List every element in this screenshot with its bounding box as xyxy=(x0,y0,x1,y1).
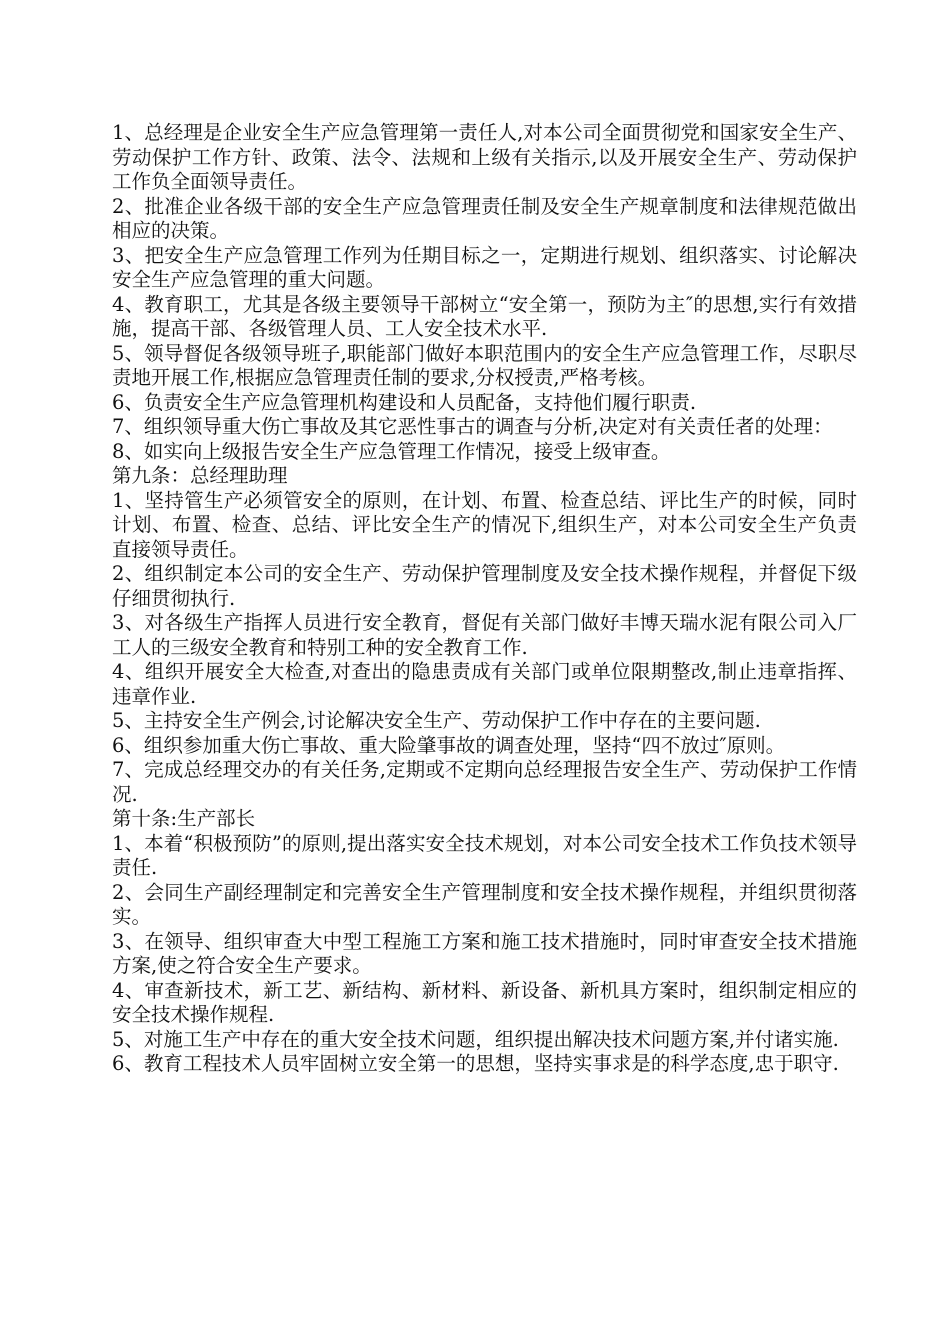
duty-item: 6、教育工程技术人员牢固树立安全第一的思想，坚持实事求是的科学态度,忠于职守. xyxy=(112,1052,839,1075)
duty-item: 1、本着“积极预防”的原则,提出落实安全技术规划，对本公司安全技术工作负技术领导责任. xyxy=(112,831,857,879)
duty-item: 8、如实向上级报告安全生产应急管理工作情况，接受上级审查。 xyxy=(112,439,671,463)
duty-item: 5、领导督促各级领导班子,职能部门做好本职范围内的安全生产应急管理工作，尽职尽责地开展工作,根据应急管理责任制的要求,分权授责,严格考核。 xyxy=(112,341,857,389)
duty-item: 1、坚持管生产必须管安全的原则，在计划、布置、检查总结、评比生产的时候，同时计划、布置、检查、总结、评比安全生产的情况下,组织生产，对本公司安全生产负责直接领导责任。 xyxy=(112,488,857,561)
article-9-section xyxy=(112,464,857,807)
duty-item: 4、审查新技术，新工艺、新结构、新材料、新设备、新机具方案时，组织制定相应的安全技术操作规程. xyxy=(112,978,857,1026)
duty-item: 1、总经理是企业安全生产应急管理第一责任人,对本公司全面贯彻党和国家安全生产、劳动保护工作方针、政策、法令、法规和上级有关指示,以及开展安全生产、劳动保护工作负全面领导责任。 xyxy=(112,121,857,193)
duty-item: 4、教育职工，尤其是各级主要领导干部树立“安全第一，预防为主″的思想,实行有效措施，提高干部、各级管理人员、工人安全技术水平. xyxy=(112,292,857,340)
duty-item: 3、对各级生产指挥人员进行安全教育，督促有关部门做好丰博天瑞水泥有限公司入厂工人的三级安全教育和特别工种的安全教育工作. xyxy=(112,611,857,659)
general-manager-duties xyxy=(112,121,857,464)
article-10-heading: 第十条:生产部长 xyxy=(112,807,256,830)
duty-item: 3、在领导、组织审查大中型工程施工方案和施工技术措施时，同时审查安全技术措施方案,使之符合安全生产要求。 xyxy=(112,929,857,977)
article-10-section xyxy=(112,807,857,1077)
document-page xyxy=(112,121,857,1077)
duty-item: 7、组织领导重大伤亡事故及其它恶性事古的调查与分析,决定对有关责任者的处理： xyxy=(112,415,833,438)
duty-item: 4、组织开展安全大检查,对查出的隐患责成有关部门或单位限期整改,制止违章指挥、违章作业. xyxy=(112,660,857,708)
duty-item: 7、完成总经理交办的有关任务,定期或不定期向总经理报告安全生产、劳动保护工作情况. xyxy=(112,758,857,806)
duty-item: 2、批准企业各级干部的安全生产应急管理责任制及安全生产规章制度和法律规范做出相应的决策。 xyxy=(112,194,857,242)
duty-item: 6、组织参加重大伤亡事故、重大险肇事故的调查处理，坚持“四不放过″原则。 xyxy=(112,733,786,757)
duty-item: 3、把安全生产应急管理工作列为任期目标之一，定期进行规划、组织落实、讨论解决安全生产应急管理的重大问题。 xyxy=(112,243,857,291)
duty-item: 5、对施工生产中存在的重大安全技术问题，组织提出解决技术问题方案,并付诸实施. xyxy=(112,1027,839,1051)
article-9-heading: 第九条：总经理助理 xyxy=(112,464,288,487)
duty-item: 2、组织制定本公司的安全生产、劳动保护管理制度及安全技术操作规程，并督促下级仔细贯彻执行. xyxy=(112,562,857,610)
duty-item: 2、会同生产副经理制定和完善安全生产管理制度和安全技术操作规程，并组织贯彻落实。 xyxy=(112,880,857,928)
duty-item: 6、负责安全生产应急管理机构建设和人员配备，支持他们履行职责. xyxy=(112,390,697,414)
duty-item: 5、主持安全生产例会,讨论解决安全生产、劳动保护工作中存在的主要问题. xyxy=(112,709,761,732)
